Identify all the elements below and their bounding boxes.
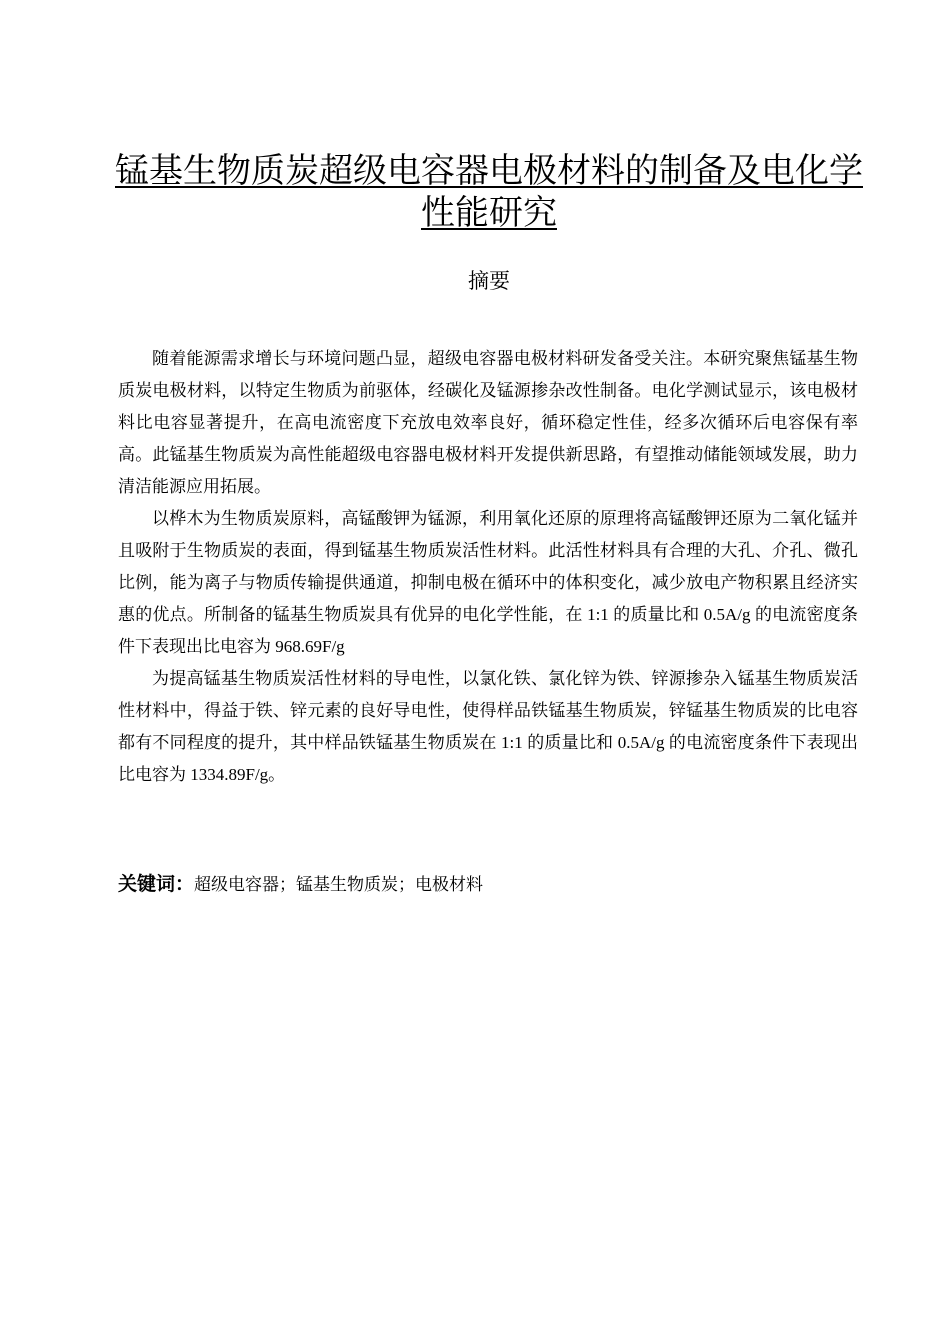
abstract-paragraph-3: 为提高锰基生物质炭活性材料的导电性，以氯化铁、氯化锌为铁、锌源掺杂入锰基生物质炭活性材料中，得益于铁、锌元素的良好导电性，使得样品铁锰基生物质炭，锌锰基生物质炭的比电容都有不同程度的提升，其中样品铁锰基生物质炭在 1:1 的质量比和 0.5A/g 的电流密度条件下表现出比电容为 1334.89F/g。: [118, 669, 858, 784]
abstract-paragraph-2: 以桦木为生物质炭原料，高锰酸钾为锰源，利用氧化还原的原理将高锰酸钾还原为二氧化锰并且吸附于生物质炭的表面，得到锰基生物质炭活性材料。此活性材料具有合理的大孔、介孔、微孔比例，能为离子与物质传输提供通道，抑制电极在循环中的体积变化，减少放电产物积累且经济实惠的优点。所制备的锰基生物质炭具有优异的电化学性能，在 1:1 的质量比和 0.5A/g 的电流密度条件下表现出比电容为 968.69F/g: [118, 509, 858, 656]
abstract-body: [118, 343, 858, 791]
keywords-label: 关键词：: [118, 873, 195, 895]
document-title: 锰基生物质炭超级电容器电极材料的制备及电化学性能研究: [115, 151, 863, 233]
keywords-text: 超级电容器；锰基生物质炭；电极材料: [194, 875, 484, 894]
abstract-paragraph-1: 随着能源需求增长与环境问题凸显，超级电容器电极材料研发备受关注。本研究聚焦锰基生物质炭电极材料，以特定生物质为前驱体，经碳化及锰源掺杂改性制备。电化学测试显示，该电极材料比电容显著提升，在高电流密度下充放电效率良好，循环稳定性佳，经多次循环后电容保有率高。此锰基生物质炭为高性能超级电容器电极材料开发提供新思路，有望推动储能领域发展，助力清洁能源应用拓展。: [118, 349, 858, 496]
abstract-heading: 摘要: [468, 269, 510, 293]
keywords-line: [118, 868, 858, 901]
